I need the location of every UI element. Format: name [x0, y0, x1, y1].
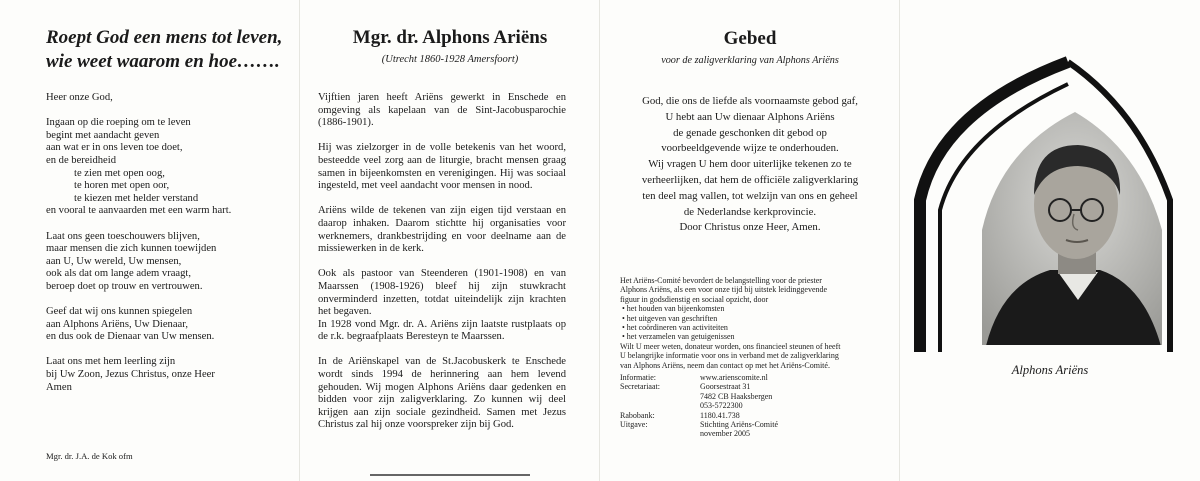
prayer-line: Geef dat wij ons kunnen spiegelen	[46, 306, 193, 318]
gebed-line: verheerlijken, dat hem de officiële zaligverklaring	[641, 173, 859, 186]
info-label	[620, 429, 700, 438]
prayer-line: te kiezen met helder verstand	[74, 192, 199, 204]
info-row	[620, 411, 882, 420]
panel-prayer	[0, 0, 298, 481]
prayer-line: en de bereidheid	[46, 154, 117, 166]
biography-subtitle: (Utrecht 1860-1928 Amersfoort)	[381, 54, 519, 65]
info-row	[620, 392, 882, 401]
prayer-text	[46, 92, 286, 407]
panel-gebed	[600, 0, 900, 481]
panel-heading	[46, 26, 282, 74]
gebed-subtitle: voor de zaligverklaring van Alphons Ariëns	[661, 55, 839, 66]
info-label	[620, 392, 700, 401]
bio-paragraph: Hij was zielzorger in de volle betekenis van het woord, besteedde veel zorg aan de liturgie, bracht mensen graag samen in bijeenkomsten en verenigingen. Hij was sociaal ingesteld, met veel aandacht voor mensen in nood.	[318, 142, 566, 192]
heading-line: wie weet waarom en hoe…….	[46, 51, 280, 72]
prayer-line: Heer onze God,	[46, 92, 113, 103]
info-label: Rabobank:	[620, 410, 655, 420]
bio-paragraph: Vijftien jaren heeft Ariëns gewerkt in Enschede en omgeving als kapelaan van de Sint-Jacobusparochie (1886-1901).	[318, 92, 566, 129]
info-label: Secretariaat:	[620, 382, 660, 392]
comite-line: Alphons Ariëns, als een voor onze tijd bij uitstek leidinggevende	[620, 285, 828, 295]
info-label: Informatie:	[620, 373, 656, 382]
gebed-line: U hebt aan Uw dienaar Alphons Ariëns	[665, 110, 835, 123]
prayer-line: Laat ons met hem leerling zijn	[46, 356, 176, 368]
info-label	[620, 401, 700, 410]
info-value: 7482 CB Haaksbergen	[700, 391, 773, 401]
comite-bullet: • het uitgeven van geschriften	[622, 313, 718, 323]
signature: Mgr. dr. J.A. de Kok ofm	[46, 451, 133, 461]
bio-paragraph: Ariëns wilde de tekenen van zijn eigen tijd verstaan en daarop inhaken. Daarom stichtte hij organisaties voor werknemers, drankbestrijding en voor deelname aan de missiewerken in de kerk.	[318, 205, 566, 255]
gebed-text	[614, 94, 886, 236]
info-row	[620, 429, 882, 438]
comite-line: figuur in godsdienstig en sociaal opzicht, door	[620, 294, 769, 304]
bio-paragraph: In de Ariënskapel van de St.Jacobuskerk te Enschede wordt sinds 1994 de herinnering aan hem levend gehouden. Wij mogen Alphons Ariëns daar gedenken en bidden voor zijn zaligverklaring. Zo kunnen wij deel krijgen aan zijn sociale gezindheid. Samen met Jezus Christus zal hij onze voorspreker zijn bij God.	[318, 356, 566, 431]
prayer-line: aan Alphons Ariëns, Uw Dienaar,	[46, 318, 188, 330]
info-row	[620, 401, 882, 410]
prayer-line: Ingaan op die roeping om te leven	[46, 117, 191, 129]
prayer-line: ook als dat om lange adem vraagt,	[46, 268, 192, 280]
prayer-stanza	[46, 356, 286, 394]
heading-line: Roept God een mens tot leven,	[46, 27, 283, 48]
prayer-line: beroep doet op trouw en vertrouwen.	[46, 280, 203, 292]
gebed-line: Door Christus onze Heer, Amen.	[679, 221, 821, 234]
comite-bullet: • het houden van bijeenkomsten	[622, 304, 725, 314]
prayer-stanza	[46, 92, 286, 105]
comite-bullet: • het verzamelen van getuigenissen	[622, 332, 735, 342]
gebed-line: voorbeeldgevende wijze te onderhouden.	[661, 142, 839, 155]
prayer-line: te zien met open oog,	[74, 167, 165, 179]
comite-line: Wilt U meer weten, donateur worden, ons financieel steunen of heeft	[620, 341, 841, 351]
divider	[370, 474, 530, 476]
prayer-line: Amen	[46, 381, 72, 393]
prayer-line: bij Uw Zoon, Jezus Christus, onze Heer	[46, 369, 215, 381]
prayer-stanza	[46, 117, 286, 218]
prayer-line: maar mensen die zich kunnen toewijden	[46, 243, 217, 255]
info-value: november 2005	[700, 429, 750, 439]
gebed-line: ten deel mag vallen, tot welzijn van ons en geheel	[642, 189, 858, 202]
prayer-line: en dus ook de Dienaar van Uw mensen.	[46, 331, 215, 343]
gebed-line: de genade geschonken dit gebod op	[673, 126, 827, 139]
info-row	[620, 373, 882, 382]
biography-text	[318, 92, 566, 445]
info-row	[620, 382, 882, 391]
comite-line: U belangrijke informatie voor ons in verband met de zaligverklaring	[620, 351, 839, 361]
prayer-line: aan U, Uw wereld, Uw mensen,	[46, 255, 182, 267]
info-value: www.arienscomite.nl	[700, 373, 768, 382]
prayer-line: te horen met open oor,	[74, 180, 170, 192]
portrait-caption: Alphons Ariëns	[1011, 363, 1089, 377]
info-value: Goorsestraat 31	[700, 382, 751, 392]
gebed-line: God, die ons de liefde als voornaamste gebod gaf,	[642, 95, 858, 107]
panel-portrait	[900, 0, 1200, 481]
portrait-frame	[900, 0, 1200, 360]
contact-info	[620, 373, 882, 439]
info-value: 053-5722300	[700, 401, 743, 411]
comite-bullet: • het coördineren van activiteiten	[622, 323, 728, 333]
prayer-stanza	[46, 306, 286, 344]
bio-paragraph: Ook als pastoor van Steenderen (1901-1908) en van Maarssen (1908-1926) bleef hij zijn stuwkracht onverminderd inzetten, totdat uiteindelijk zijn krachten het begaven.	[318, 268, 566, 318]
prayer-line: en vooral te aanvaarden met een warm hart.	[46, 205, 232, 217]
gebed-title: Gebed	[723, 28, 777, 49]
biography-title: Mgr. dr. Alphons Ariëns	[352, 27, 548, 48]
gebed-line: de Nederlandse kerkprovincie.	[683, 205, 817, 218]
gebed-line: Wij vragen U hem door uiterlijke tekenen zo te	[648, 158, 852, 171]
prayer-line: aan wat er in ons leven toe doet,	[46, 142, 183, 154]
info-value: 1180.41.738	[700, 410, 740, 420]
comite-line: van Alphons Ariëns, neem dan contact op met het Ariëns-Comité.	[620, 360, 830, 370]
info-row	[620, 420, 882, 429]
bio-paragraph: In 1928 vond Mgr. dr. A. Ariëns zijn laatste rustplaats op de r.k. begraafplaats Beresteyn te Maarssen.	[318, 318, 566, 343]
prayer-stanza	[46, 231, 286, 294]
prayer-line: begint met aandacht geven	[46, 129, 160, 141]
panel-biography	[300, 0, 600, 481]
prayer-line: Laat ons geen toeschouwers blijven,	[46, 230, 200, 242]
info-label: Uitgave:	[620, 420, 648, 430]
comite-line: Het Ariëns-Comité bevordert de belangstelling voor de priester	[620, 276, 822, 285]
info-value: Stichting Ariëns-Comité	[700, 420, 778, 430]
comite-text	[620, 276, 882, 370]
